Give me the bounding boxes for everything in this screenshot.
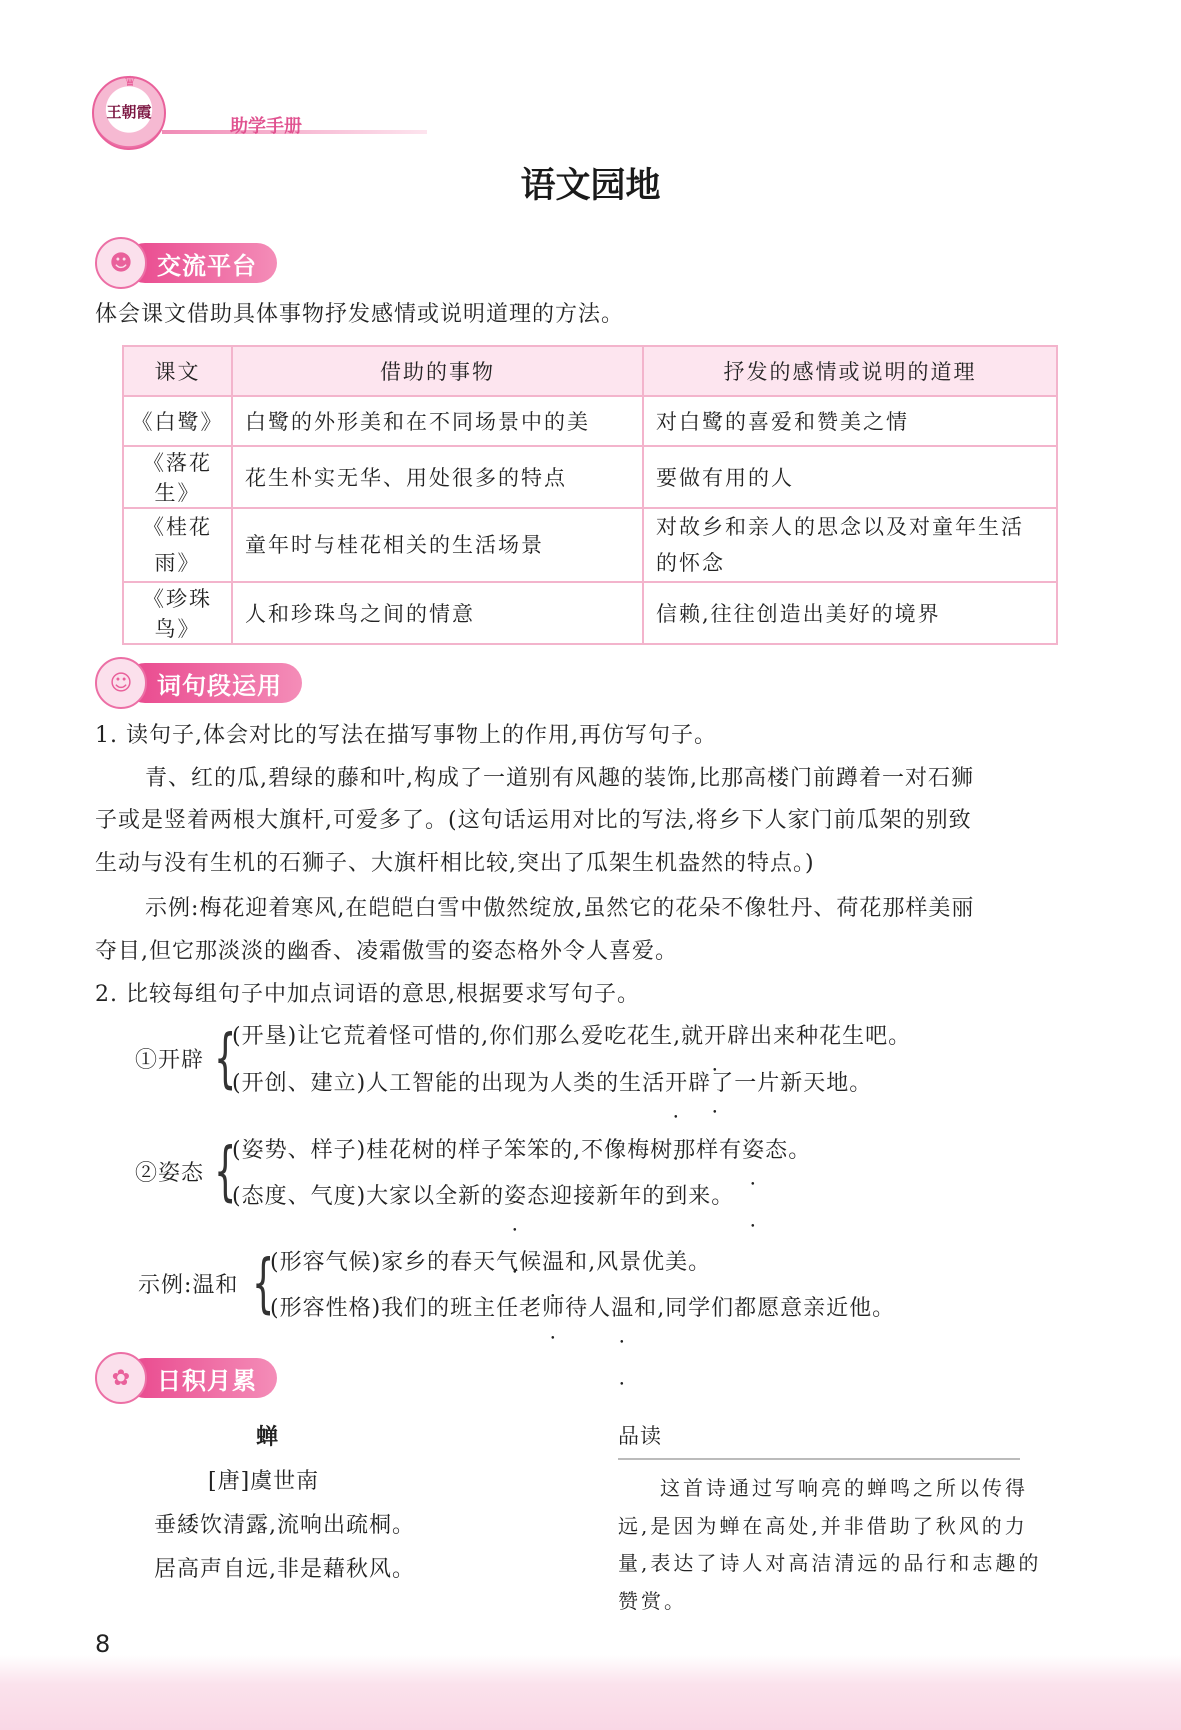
question-1-title: 1. 读句子,体会对比的写法在描写事物上的作用,再仿写句子。 [95,723,717,748]
table-cell: 童年时与桂花相关的生活场景 [232,508,643,582]
example-sentence: (形容气候)家乡的春天气候温和 • •,风景优美。 [270,1242,711,1284]
section-badge-usage [95,660,302,706]
example-sentence: (姿势、样子)桂花树的样子笨笨的,不像梅树那样有姿态 • •。 [232,1130,811,1172]
section-intro: 体会课文借助具体事物抒发感情或说明道理的方法。 [95,302,625,327]
table-cell: 对故乡和亲人的思念以及对童年生活的怀念 [643,508,1057,582]
table-cell: 白鹭的外形美和在不同场景中的美 [232,396,643,446]
section-badge-accumulate [95,1355,277,1401]
table-cell: 《珍珠鸟》 [123,582,232,644]
dotted-keyword: 姿态 • • [504,1184,550,1209]
reading-label: 品读 [618,1424,662,1448]
table-header-row [123,346,1057,396]
reading-line: 赞赏。 [618,1589,687,1613]
crown-icon: ♛ [123,74,137,90]
q1-paragraph-line: 子或是竖着两根大旗杆,可爱多了。(这句话运用对比的写法,将乡下人家门前瓜架的别致 [95,808,972,833]
example-sentence: (开创、建立)人工智能的出现为人类的生活开辟 • •了一片新天地。 [232,1063,872,1105]
dotted-keyword: 开辟 • • [704,1024,750,1049]
table-header: 抒发的感情或说明的道理 [643,346,1057,396]
section-badge-exchange [95,240,277,286]
reading-line: 量,表达了诗人对高洁清远的品行和志趣的 [618,1551,1042,1575]
table-cell: 花生朴实无华、用处很多的特点 [232,446,643,508]
dotted-keyword: 温和 • • [542,1250,588,1275]
reading-divider [618,1458,1020,1460]
poem-line: 垂緌饮清露,流响出疏桐。 [154,1513,415,1538]
example-sentence: (态度、气度)大家以全新的姿态 • •迎接新年的到来。 [232,1176,734,1218]
brace-icon: { [214,1135,237,1209]
mascot-icon: ✿ [95,1352,147,1404]
table-header: 借助的事物 [232,346,643,396]
logo-text: 王朝霞 [106,103,152,121]
section-title: 词句段运用 [125,663,302,703]
table-cell: 人和珍珠鸟之间的情意 [232,582,643,644]
table-cell: 要做有用的人 [643,446,1057,508]
brace-icon: { [214,1022,237,1096]
table-row [123,508,1057,582]
mascot-icon: ☻ [95,237,147,289]
comparison-table [122,345,1058,645]
reading-line: 这首诗通过写响亮的蝉鸣之所以传得 [660,1476,1028,1500]
table-cell: 《白鹭》 [123,396,232,446]
page-footer-band [0,1655,1181,1730]
table-cell: 对白鹭的喜爱和赞美之情 [643,396,1057,446]
example-sentence: (开垦)让它荒着怪可惜的,你们那么爱吃花生,就开辟 • •出来种花生吧。 [232,1016,911,1058]
dotted-keyword: 温和 • • [611,1296,657,1321]
q1-example-line: 示例:梅花迎着寒风,在皑皑白雪中傲然绽放,虽然它的花朵不像牡丹、荷花那样美丽 [145,896,975,921]
table-cell: 《桂花雨》 [123,508,232,582]
mascot-icon: ☺ [95,657,147,709]
dotted-keyword: 姿态 • • [742,1138,788,1163]
q1-paragraph-line: 青、红的瓜,碧绿的藤和叶,构成了一道别有风趣的装饰,比那高楼门前蹲着一对石狮 [145,766,974,791]
table-row [123,582,1057,644]
page-title: 语文园地 [520,166,661,206]
page-header [92,68,342,148]
table-cell: 《落花生》 [123,446,232,508]
section-label: 助学手册 [230,116,302,137]
example-sentence: (形容性格)我们的班主任老师待人温和 • •,同学们都愿意亲近他。 [270,1288,895,1330]
table-header: 课文 [123,346,232,396]
question-2-title: 2. 比较每组句子中加点词语的意思,根据要求写句子。 [95,982,640,1007]
poem-line: 居高声自远,非是藉秋风。 [154,1557,415,1582]
reading-line: 远,是因为蝉在高处,并非借助了秋风的力 [618,1514,1028,1538]
table-row [123,396,1057,446]
brand-logo [92,76,166,150]
table-row [123,446,1057,508]
section-title: 交流平台 [125,243,277,283]
word-group-label: ①开辟 [135,1048,205,1073]
word-group-label: ②姿态 [135,1161,205,1186]
q1-paragraph-line: 生动与没有生机的石狮子、大旗杆相比较,突出了瓜架生机盎然的特点。) [95,851,815,876]
poem-title: 蝉 [256,1425,280,1450]
word-group-label: 示例:温和 [138,1273,239,1298]
page-number: 8 [95,1630,111,1658]
poem-author: [唐]虞世南 [208,1469,320,1494]
dotted-keyword: 开辟 • • [665,1071,711,1096]
q1-example-line: 夺目,但它那淡淡的幽香、凌霜傲雪的姿态格外令人喜爱。 [95,939,678,964]
brace-icon: { [252,1247,275,1321]
table-cell: 信赖,往往创造出美好的境界 [643,582,1057,644]
section-title: 日积月累 [125,1358,277,1398]
